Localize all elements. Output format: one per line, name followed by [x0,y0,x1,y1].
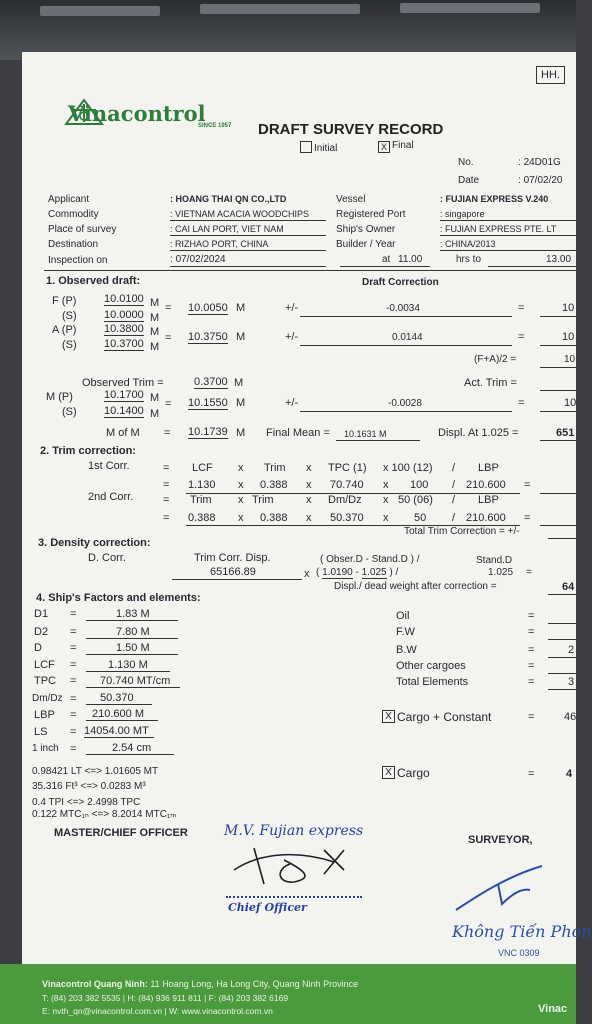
no-value: : 24D01G [518,157,561,168]
ms-label: (S) [62,406,77,418]
factor-value: 2.54 cm [86,743,174,755]
equals-sign: = [165,398,172,410]
formula-cell: = [524,479,531,491]
info-label: Place of survey [48,224,117,235]
final-label: Final [392,140,414,151]
equals-sign: = [164,427,171,439]
no-label: No. [458,157,474,168]
total-trim-correction-label: Total Trim Correction = +/- [404,526,520,537]
act-trim-label: Act. Trim = [464,377,517,389]
multiply-sign: x [304,568,310,580]
formula-cell: 0.388 [260,479,288,491]
info-value: : HOANG THAI QN CO.,LTD [170,194,287,204]
factor-label: LS [34,726,48,738]
info-value: : CAI LAN PORT, VIET NAM [170,224,284,234]
equals-sign: = [70,675,77,687]
final-mean-label: Final Mean = [266,427,330,439]
after-correction-label: Displ./ dead weight after correction = [334,581,497,592]
formula-cell: Dm/Dz [328,494,362,506]
fs-value: 10.0000 [104,309,144,321]
equals-sign: = [163,479,170,491]
factor-value: 210.600 M [86,709,158,721]
equals-sign: = [526,567,532,578]
formula-cell: x [306,512,312,524]
unit-m: M [236,427,246,439]
factor-label: Dm/Dz [32,693,63,704]
unit-m: M [236,331,246,343]
formula-cell: 100 [410,479,429,491]
formula-cell: x [306,462,312,474]
after-correction-value: 64 [562,581,575,593]
formula-cell: Trim [264,462,286,474]
equals-sign: = [528,644,535,656]
formula-cell: LCF [192,462,213,474]
plus-minus: +/- [285,302,299,314]
mp-label: M (P) [46,391,73,403]
a-mean-value: 10.3750 [188,331,228,343]
section-3-title: 3. Density correction: [38,537,151,549]
cargo-constant-value: 46 [564,711,577,723]
footer-web: E: nvth_qn@vinacontrol.com.vn | W: www.vinacontrol.com.vn [42,1006,273,1016]
formula-cell: x [238,479,244,491]
a-correction-value: 0.0144 [392,332,423,343]
trim-corr-disp-value: 65166.89 [210,566,256,578]
as-label: (S) [62,339,77,351]
ship-stamp: M.V. Fujian express [224,823,364,839]
info-label: Builder / Year [336,239,396,250]
info-label: Destination [48,239,99,250]
time-to-value: 13.00 [546,254,572,265]
section-4-title: 4. Ship's Factors and elements: [36,592,201,604]
conversion-line: 0.98421 LT <=> 1.01605 MT [32,766,159,777]
info-value: : singapore [440,209,485,219]
fa2-label: (F+A)/2 = [474,354,517,365]
factor-value: 1.130 M [86,660,170,672]
plus-minus: +/- [285,397,299,409]
element-label: B.W [396,644,417,656]
formula-cell: LBP [478,494,499,506]
factor-label: LCF [34,659,55,671]
unit-m: M [150,326,160,338]
observed-trim-value: 0.3700 [194,376,228,388]
m-correction-value: -0.0028 [388,398,422,409]
equals-sign: = [70,626,77,638]
observed-trim-label: Observed Trim = [82,377,164,389]
equals-sign: = [163,494,170,506]
footer-address: Vinacontrol Quang Ninh: 11 Hoang Long, Ha Long City, Quang Ninh Province [42,979,359,989]
d-corr-label: D. Corr. [88,552,126,564]
unit-m: M [150,392,160,404]
report-type-initial [300,141,337,154]
equals-sign: = [518,302,525,314]
info-value: : FUJIAN EXPRESS PTE. LT [440,224,557,234]
unit-m: M [234,377,244,389]
unit-m: M [150,341,160,353]
master-signature-icon [224,840,364,890]
formula-cell: = [524,512,531,524]
info-label: Ship's Owner [336,224,396,235]
formula-cell: x [306,494,312,506]
displ-label: Displ. At 1.025 = [438,427,519,439]
formula-cell: x [306,479,312,491]
equals-sign: = [528,768,535,780]
document-title: DRAFT SURVEY RECORD [258,121,444,138]
surveyor-code: VNC 0309 [498,948,540,958]
formula-cell: / [452,479,456,491]
formula-cell: x [238,462,244,474]
factor-value: 50.370 [86,693,152,705]
info-value: : 07/02/2024 [170,254,226,265]
equals-sign: = [518,397,525,409]
stand-d-value: 1.025 [488,567,514,578]
factor-value: 70.740 MT/cm [86,676,180,688]
cargo-checkbox[interactable]: X [382,766,395,779]
m-of-m-label: M of M [106,427,140,439]
formula-cell: x [238,512,244,524]
info-label: Vessel [336,194,366,205]
surveyor-signature-icon [450,858,560,918]
conversion-line: 0.4 TPI <=> 2.4998 TPC [32,797,141,808]
m-result-value: 10 [564,397,577,409]
fp-value: 10.0100 [104,293,144,305]
obs-density-row: ( 1.0190 - 1.025 ) / [316,567,399,578]
info-value: : CHINA/2013 [440,239,496,249]
conversion-line: 0.122 MTC₁ₙ <=> 8.2014 MTC₁ₘ [32,809,177,820]
equals-sign: = [528,676,535,688]
ap-value: 10.3800 [104,323,144,335]
brand-name: Vinacontrol [68,101,206,126]
formula-cell: Trim [190,494,212,506]
info-label: Inspection on [48,255,108,266]
section-1-title: 1. Observed draft: [46,275,141,287]
unit-m: M [236,397,246,409]
footer-brand: Vinac [538,1003,568,1015]
element-label: F.W [396,626,415,638]
laptop-frame [0,0,576,60]
master-signature-label: MASTER/CHIEF OFFICER [54,827,188,839]
cargo-value: 4 [566,768,573,780]
factor-value: 14054.00 MT [84,726,154,738]
element-label: Total Elements [396,676,469,688]
surveyor-signature-label: SURVEYOR, [468,834,533,846]
m-mean-value: 10.1550 [188,397,228,409]
equals-sign: = [70,709,77,721]
date-value: : 07/02/20 [518,175,563,186]
report-type-final [378,141,414,153]
formula-cell: x 100 (12) [383,462,433,474]
f-correction-value: -0.0034 [386,303,420,314]
formula-cell: x [238,494,244,506]
second-corr-label: 2nd Corr. [88,491,134,503]
footer-phones: T: (84) 203 382 5535 | H: (84) 936 911 811 | F: (84) 203 382 6169 [42,993,289,1003]
keyboard-key [40,6,160,16]
formula-cell: x [383,512,389,524]
element-label: Oil [396,610,410,622]
equals-sign: = [528,660,535,672]
formula-cell: / [452,462,456,474]
initial-checkbox[interactable] [300,141,312,153]
equals-sign: = [518,331,525,343]
time-to-label: hrs to [456,254,482,265]
section-2-title: 2. Trim correction: [40,445,136,457]
cargo-constant-checkbox[interactable]: X [382,710,395,723]
plus-minus: +/- [285,331,299,343]
initial-label: Initial [314,143,338,154]
factor-label: TPC [34,675,56,687]
element-value: 3 [568,676,575,688]
equals-sign: = [70,743,77,755]
ms-value: 10.1400 [104,405,144,417]
trim-corr-disp-label: Trim Corr. Disp. [194,552,271,564]
equals-sign: = [163,512,170,524]
header-box: HH. [536,66,565,84]
formula-cell: 70.740 [330,479,364,491]
surveyor-name: Không Tiến Phon [452,922,592,941]
fp-label: F (P) [52,295,77,307]
draft-correction-heading: Draft Correction [362,277,439,288]
info-value: : VIETNAM ACACIA WOODCHIPS [170,209,310,219]
equals-sign: = [70,693,77,705]
cargo-label: Cargo [397,766,430,780]
element-label: Other cargoes [396,660,466,672]
fs-label: (S) [62,310,77,322]
f-mean-value: 10.0050 [188,302,228,314]
factor-label: D1 [34,608,49,620]
info-value: : RIZHAO PORT, CHINA [170,239,269,249]
formula-cell: / [452,494,456,506]
a-result-value: 10 [562,331,575,343]
fa2-value: 10 [564,354,576,365]
formula-cell: 50 (06) [398,494,433,506]
equals-sign: = [165,332,172,344]
factor-label: 1 inch [32,743,59,754]
formula-cell: 50.370 [330,512,364,524]
formula-cell: 0.388 [188,512,216,524]
formula-cell: 210.600 [466,512,506,524]
info-label: Registered Port [336,209,406,220]
factor-value: 1.83 M [86,609,178,621]
ap-label: A (P) [52,324,77,336]
formula-cell: / [452,512,456,524]
formula-cell: 210.600 [466,479,506,491]
unit-m: M [236,302,246,314]
factor-value: 1.50 M [86,643,178,655]
equals-sign: = [70,608,77,620]
formula-cell: 1.130 [188,479,216,491]
cargo-constant-label: Cargo + Constant [397,710,492,724]
equals-sign: = [165,302,172,314]
equals-sign: = [70,726,77,738]
factor-label: D [34,642,42,654]
equals-sign: = [163,462,170,474]
chief-officer-stamp: Chief Officer [228,901,307,914]
info-label: Applicant [48,194,90,205]
unit-m: M [150,408,160,420]
page-footer [0,964,576,1024]
formula-cell: TPC (1) [328,462,367,474]
formula-cell: x [383,494,389,506]
brand-since: SINCE 1957 [198,123,232,129]
displ-value: 651 [556,427,575,439]
final-mean-value: 10.1631 M [344,429,387,439]
first-corr-label: 1st Corr. [88,460,130,472]
factor-value: 7.80 M [86,627,178,639]
formula-cell: 50 [414,512,427,524]
keyboard-key [200,4,360,14]
factor-label: LBP [34,709,55,721]
m-of-m-value: 10.1739 [188,426,228,438]
mp-value: 10.1700 [104,389,144,401]
conversion-line: 35.316 Ft³ <=> 0.0283 M³ [32,781,146,792]
as-value: 10.3700 [104,338,144,350]
time-at-label: at [382,254,391,265]
stand-d-label: Stand.D [476,555,513,566]
formula-cell: x [383,479,389,491]
factor-label: D2 [34,626,49,638]
element-value: 2 [568,644,575,656]
unit-m: M [150,312,160,324]
date-label: Date [458,175,480,186]
unit-m: M [150,297,160,309]
f-result-value: 10 [562,302,575,314]
equals-sign: = [528,626,535,638]
equals-sign: = [70,659,77,671]
formula-cell: LBP [478,462,499,474]
time-at-value: 11.00 [398,254,423,265]
equals-sign: = [528,711,535,723]
final-checkbox[interactable]: X [378,141,390,153]
equals-sign: = [528,610,535,622]
info-label: Commodity [48,209,99,220]
keyboard-key [400,3,540,13]
formula-cell: 0.388 [260,512,288,524]
info-value: : FUJIAN EXPRESS V.240 [440,194,549,204]
formula-cell: Trim [252,494,274,506]
equals-sign: = [70,642,77,654]
density-formula-top: ( Obser.D - Stand.D ) / [320,554,420,565]
